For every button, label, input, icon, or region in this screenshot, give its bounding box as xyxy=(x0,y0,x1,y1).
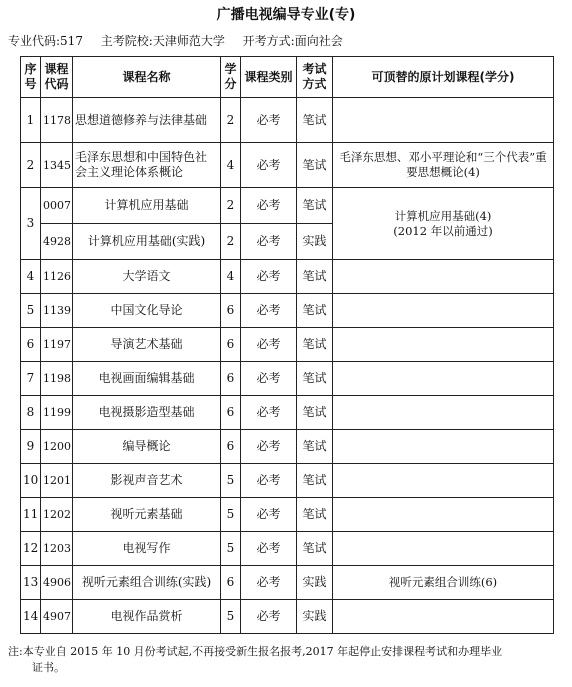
name-cell: 大学语文 xyxy=(73,260,221,294)
type-cell: 必考 xyxy=(241,294,297,328)
credit-cell: 5 xyxy=(221,464,241,498)
type-cell: 必考 xyxy=(241,430,297,464)
table-row xyxy=(21,600,554,634)
type-cell: 必考 xyxy=(241,498,297,532)
code-cell: 1203 xyxy=(41,532,73,566)
credit-cell: 6 xyxy=(221,430,241,464)
orig-cell xyxy=(333,294,554,328)
name-cell: 视听元素组合训练(实践) xyxy=(73,566,221,600)
orig-cell: 视听元素组合训练(6) xyxy=(333,566,554,600)
exam-cell: 笔试 xyxy=(297,260,333,294)
code-cell: 1139 xyxy=(41,294,73,328)
footnote-line-2: 证书。 xyxy=(32,661,65,674)
seq-cell: 12 xyxy=(21,532,41,566)
header-credit: 学分 xyxy=(221,57,241,98)
code-cell: 1199 xyxy=(41,396,73,430)
header-course-type: 课程类别 xyxy=(241,57,297,98)
exam-cell: 笔试 xyxy=(297,532,333,566)
code-cell: 1202 xyxy=(41,498,73,532)
type-cell: 必考 xyxy=(241,260,297,294)
type-cell: 必考 xyxy=(241,143,297,188)
exam-cell: 笔试 xyxy=(297,498,333,532)
credit-cell: 6 xyxy=(221,396,241,430)
name-cell: 影视声音艺术 xyxy=(73,464,221,498)
code-cell: 1178 xyxy=(41,98,73,143)
name-cell: 电视写作 xyxy=(73,532,221,566)
orig-cell xyxy=(333,464,554,498)
seq-cell: 8 xyxy=(21,396,41,430)
table-row xyxy=(21,188,554,224)
major-info xyxy=(8,33,568,49)
exam-cell: 笔试 xyxy=(297,98,333,143)
header-course-code: 课程代码 xyxy=(41,57,73,98)
table-row xyxy=(21,260,554,294)
table-row xyxy=(21,464,554,498)
code-cell: 1126 xyxy=(41,260,73,294)
code-cell: 4928 xyxy=(41,224,73,260)
footnote-line-1: 注:本专业自 2015 年 10 月份考试起,不再接受新生报名报考,2017 年起停止安排课程考试和办理毕业 xyxy=(8,645,503,658)
table-header-row xyxy=(21,57,554,98)
seq-cell: 3 xyxy=(21,188,41,260)
credit-cell: 6 xyxy=(221,362,241,396)
code-cell: 4906 xyxy=(41,566,73,600)
orig-cell xyxy=(333,498,554,532)
table-row xyxy=(21,566,554,600)
table-row xyxy=(21,430,554,464)
exam-cell: 笔试 xyxy=(297,294,333,328)
table-row xyxy=(21,98,554,143)
exam-cell: 实践 xyxy=(297,224,333,260)
name-cell: 思想道德修养与法律基础 xyxy=(73,98,221,143)
type-cell: 必考 xyxy=(241,600,297,634)
code-cell: 1201 xyxy=(41,464,73,498)
exam-cell: 笔试 xyxy=(297,188,333,224)
seq-cell: 4 xyxy=(21,260,41,294)
type-cell: 必考 xyxy=(241,328,297,362)
credit-cell: 4 xyxy=(221,260,241,294)
code-cell: 4907 xyxy=(41,600,73,634)
credit-cell: 2 xyxy=(221,188,241,224)
header-exam-mode: 考试方式 xyxy=(297,57,333,98)
credit-cell: 6 xyxy=(221,566,241,600)
orig-cell xyxy=(333,328,554,362)
header-replaceable-course: 可顶替的原计划课程(学分) xyxy=(333,57,554,98)
table-row xyxy=(21,532,554,566)
orig-cell xyxy=(333,430,554,464)
seq-cell: 1 xyxy=(21,98,41,143)
exam-cell: 笔试 xyxy=(297,328,333,362)
seq-cell: 7 xyxy=(21,362,41,396)
credit-cell: 6 xyxy=(221,294,241,328)
code-cell: 0007 xyxy=(41,188,73,224)
type-cell: 必考 xyxy=(241,188,297,224)
name-cell: 计算机应用基础 xyxy=(73,188,221,224)
orig-cell xyxy=(333,260,554,294)
credit-cell: 5 xyxy=(221,600,241,634)
exam-cell: 笔试 xyxy=(297,430,333,464)
seq-cell: 6 xyxy=(21,328,41,362)
exam-cell: 笔试 xyxy=(297,362,333,396)
type-cell: 必考 xyxy=(241,396,297,430)
orig-cell xyxy=(333,98,554,143)
credit-cell: 5 xyxy=(221,532,241,566)
seq-cell: 5 xyxy=(21,294,41,328)
table-row xyxy=(21,294,554,328)
footnote xyxy=(8,644,564,676)
table-row xyxy=(21,498,554,532)
orig-cell xyxy=(333,600,554,634)
code-cell: 1345 xyxy=(41,143,73,188)
major-code: 专业代码:517 xyxy=(8,34,83,48)
exam-cell: 实践 xyxy=(297,600,333,634)
name-cell: 计算机应用基础(实践) xyxy=(73,224,221,260)
type-cell: 必考 xyxy=(241,362,297,396)
header-seq: 序号 xyxy=(21,57,41,98)
exam-school: 主考院校:天津师范大学 xyxy=(100,34,225,48)
name-cell: 电视画面编辑基础 xyxy=(73,362,221,396)
table-row xyxy=(21,143,554,188)
table-row xyxy=(21,362,554,396)
name-cell: 视听元素基础 xyxy=(73,498,221,532)
type-cell: 必考 xyxy=(241,464,297,498)
page-title: 广播电视编导专业(专) xyxy=(216,7,356,23)
table-row xyxy=(21,328,554,362)
name-cell: 电视摄影造型基础 xyxy=(73,396,221,430)
orig-cell xyxy=(333,396,554,430)
exam-cell: 笔试 xyxy=(297,143,333,188)
name-cell: 毛泽东思想和中国特色社会主义理论体系概论 xyxy=(73,143,221,188)
type-cell: 必考 xyxy=(241,224,297,260)
type-cell: 必考 xyxy=(241,98,297,143)
type-cell: 必考 xyxy=(241,566,297,600)
name-cell: 编导概论 xyxy=(73,430,221,464)
seq-cell: 9 xyxy=(21,430,41,464)
code-cell: 1200 xyxy=(41,430,73,464)
exam-cell: 实践 xyxy=(297,566,333,600)
name-cell: 导演艺术基础 xyxy=(73,328,221,362)
seq-cell: 10 xyxy=(21,464,41,498)
seq-cell: 11 xyxy=(21,498,41,532)
code-cell: 1197 xyxy=(41,328,73,362)
header-course-name: 课程名称 xyxy=(73,57,221,98)
name-cell: 电视作品赏析 xyxy=(73,600,221,634)
code-cell: 1198 xyxy=(41,362,73,396)
course-table xyxy=(20,56,554,634)
credit-cell: 2 xyxy=(221,224,241,260)
orig-course: 计算机应用基础(4) xyxy=(394,208,492,223)
orig-course-note: (2012 年以前通过) xyxy=(393,223,493,238)
credit-cell: 2 xyxy=(221,98,241,143)
orig-cell xyxy=(333,532,554,566)
name-cell: 中国文化导论 xyxy=(73,294,221,328)
credit-cell: 5 xyxy=(221,498,241,532)
orig-cell: 毛泽东思想、邓小平理论和“三个代表”重要思想概论(4) xyxy=(333,143,554,188)
seq-cell: 13 xyxy=(21,566,41,600)
credit-cell: 4 xyxy=(221,143,241,188)
credit-cell: 6 xyxy=(221,328,241,362)
type-cell: 必考 xyxy=(241,532,297,566)
table-row xyxy=(21,396,554,430)
exam-mode: 开考方式:面向社会 xyxy=(242,34,343,48)
orig-cell xyxy=(333,362,554,396)
seq-cell: 2 xyxy=(21,143,41,188)
orig-cell xyxy=(333,188,554,260)
exam-cell: 笔试 xyxy=(297,464,333,498)
seq-cell: 14 xyxy=(21,600,41,634)
exam-cell: 笔试 xyxy=(297,396,333,430)
